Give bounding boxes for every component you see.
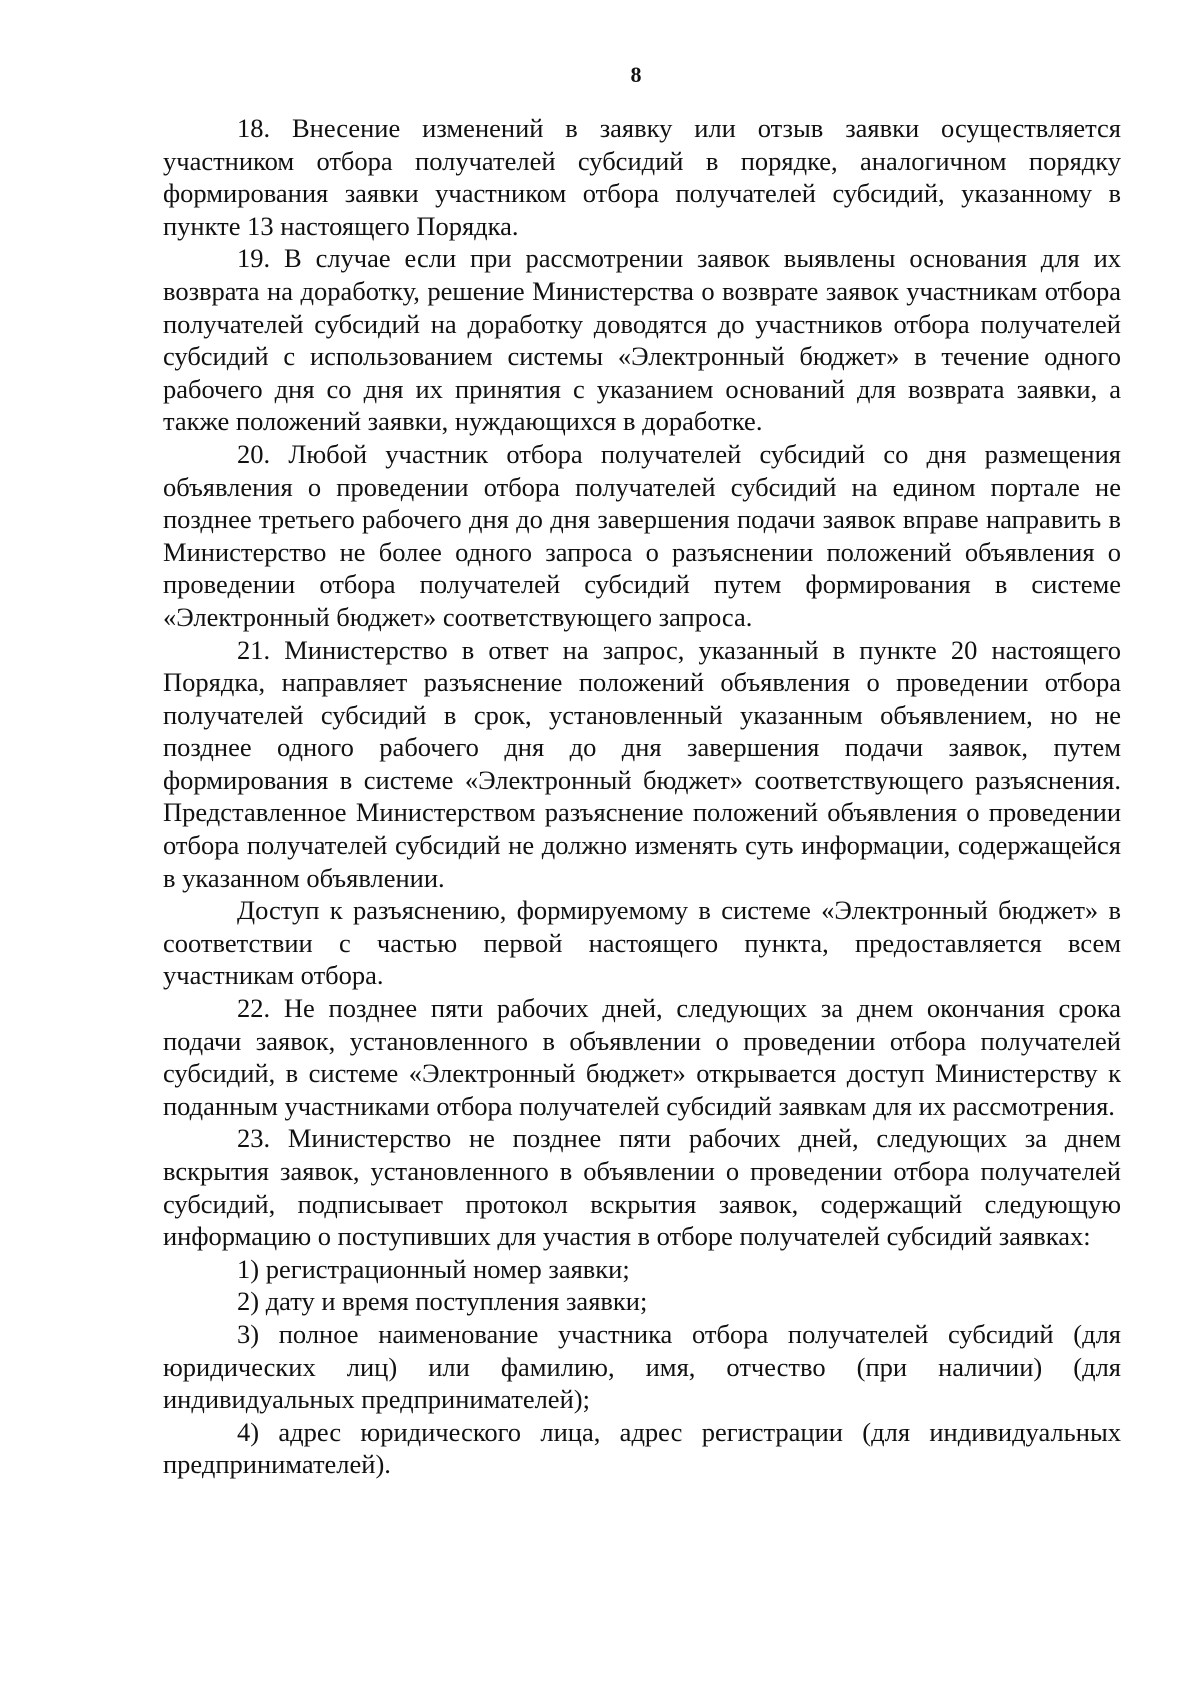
paragraph-19: 19. В случае если при рассмотрении заявок выявлены основания для их возврата на доработку, решение Министерства о возврате заявок участникам отбора получателей субсидий на доработку доводятся до участников отбора получателей субсидий с использованием системы «Электронный бюджет» в течение одного рабочего дня со дня их принятия с указанием оснований для возврата заявки, а также положений заявки, нуждающихся в доработке.	[163, 243, 1121, 437]
paragraph-21: 21. Министерство в ответ на запрос, указанный в пункте 20 настоящего Порядка, направляет разъяснение положений объявления о проведении отбора получателей субсидий в срок, установленный указанным объявлением, но не позднее одного рабочего дня до дня завершения подачи заявок, путем формирования в системе «Электронный бюджет» соответствующего разъяснения. Представленное Министерством разъяснение положений объявления о проведении отбора получателей субсидий не должно изменять суть информации, содержащейся в указанном объявлении.	[163, 634, 1121, 893]
paragraph-20: 20. Любой участник отбора получателей субсидий со дня размещения объявления о проведении отбора получателей субсидий на едином портале не позднее третьего рабочего дня до дня завершения подачи заявок вправе направить в Министерство не более одного запроса о разъяснении положений объявления о проведении отбора получателей субсидий путем формирования в системе «Электронный бюджет» соответствующего запроса.	[163, 438, 1121, 632]
paragraph-22: 22. Не позднее пяти рабочих дней, следующих за днем окончания срока подачи заявок, установленного в объявлении о проведении отбора получателей субсидий, в системе «Электронный бюджет» открывается доступ Министерству к поданным участниками отбора получателей субсидий заявкам для их рассмотрения.	[163, 993, 1121, 1121]
list-item-1: 1) регистрационный номер заявки;	[237, 1253, 630, 1284]
list-item-3: 3) полное наименование участника отбора получателей субсидий (для юридических лиц) или фамилию, имя, отчество (при наличии) (для индивидуальных предпринимателей);	[163, 1318, 1121, 1415]
paragraph-21-access: Доступ к разъяснению, формируемому в системе «Электронный бюджет» в соответствии с частью первой настоящего пункта, предоставляется всем участникам отбора.	[163, 895, 1121, 991]
page-number: 8	[630, 62, 642, 87]
paragraph-18: 18. Внесение изменений в заявку или отзыв заявки осуществляется участником отбора получателей субсидий в порядке, аналогичном порядку формирования заявки участником отбора получателей субсидий, указанному в пункте 13 настоящего Порядка.	[163, 113, 1121, 241]
paragraph-23: 23. Министерство не позднее пяти рабочих дней, следующих за днем вскрытия заявок, установленного в объявлении о проведении отбора получателей субсидий, подписывает протокол вскрытия заявок, содержащий следующую информацию о поступивших для участия в отборе получателей субсидий заявках:	[163, 1123, 1121, 1252]
document-body	[163, 112, 1121, 1481]
list-item-4: 4) адрес юридического лица, адрес регистрации (для индивидуальных предпринимателей).	[163, 1416, 1121, 1480]
list-item-2: 2) дату и время поступления заявки;	[237, 1286, 648, 1317]
